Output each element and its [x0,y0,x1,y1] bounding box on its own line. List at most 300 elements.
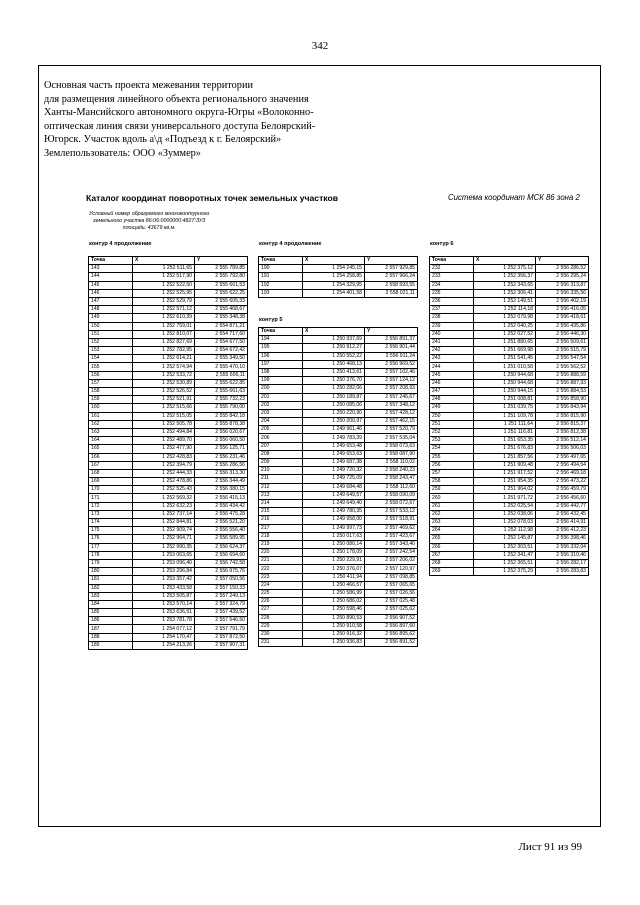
point-number: 216 [259,516,303,524]
y-coordinate: 2 557 966,24 [365,273,418,281]
y-coordinate: 2 556 231,46 [195,453,248,461]
x-coordinate: 1 252 078,03 [474,519,536,527]
table-row [430,404,589,412]
point-number: 195 [259,344,303,352]
point-number: 199 [259,377,303,385]
y-coordinate: 2 556 812,38 [536,428,589,436]
point-number: 189 [89,641,133,649]
y-coordinate: 2 556 313,30 [195,469,248,477]
point-number: 236 [430,297,474,305]
x-coordinate: 1 252 529,79 [133,297,195,305]
catalog-title: Каталог координат поворотных точек земельных участков [86,193,338,203]
x-coordinate: 1 252 112,98 [474,527,536,535]
y-coordinate: 2 557 102,46 [365,368,418,376]
table-row [89,469,248,477]
point-number: 191 [259,273,303,281]
table-row [259,344,418,352]
point-number: 147 [89,297,133,305]
coordinate-table [258,327,418,647]
point-number: 261 [430,502,474,510]
column-header: Y [365,257,418,265]
x-coordinate: 1 252 444,33 [133,469,195,477]
x-coordinate: 1 250 586,99 [303,590,365,598]
point-number: 235 [430,289,474,297]
point-number: 265 [430,535,474,543]
y-coordinate: 2 556 891,52 [365,639,418,647]
y-coordinate: 2 556 432,45 [536,510,589,518]
point-number: 267 [430,551,474,559]
point-number: 218 [259,532,303,540]
point-number: 207 [259,442,303,450]
table-row [89,461,248,469]
table-row [89,330,248,338]
x-coordinate: 1 252 610,39 [133,314,195,322]
coordinate-table [258,256,418,298]
x-coordinate: 1 251 541,45 [474,355,536,363]
table-row [89,609,248,617]
y-coordinate: 2 557 423,67 [365,532,418,540]
table-row [89,625,248,633]
y-coordinate: 2 556 310,46 [536,551,589,559]
point-number: 257 [430,469,474,477]
y-coordinate: 2 556 887,93 [536,379,589,387]
point-number: 165 [89,445,133,453]
y-coordinate: 2 555 732,23 [195,396,248,404]
x-coordinate: 1 250 944,68 [474,379,536,387]
point-number: 172 [89,502,133,510]
x-coordinate: 1 252 489,70 [133,437,195,445]
y-coordinate: 2 556 895,62 [365,630,418,638]
table-row [430,519,589,527]
point-number: 211 [259,475,303,483]
table-row [259,499,418,507]
x-coordinate: 1 253 781,78 [133,617,195,625]
x-coordinate: 1 252 038,06 [474,510,536,518]
table-row [89,420,248,428]
table-row [259,459,418,467]
column-header: Y [536,257,589,265]
x-coordinate: 1 252 375,12 [474,265,536,273]
point-number: 143 [89,265,133,273]
x-coordinate: 1 249 653,63 [303,450,365,458]
point-number: 215 [259,508,303,516]
y-coordinate: 2 556 456,60 [536,494,589,502]
y-coordinate: 2 557 150,33 [195,584,248,592]
y-coordinate: 2 557 520,79 [365,426,418,434]
x-coordinate: 1 252 964,71 [133,535,195,543]
point-number: 213 [259,491,303,499]
table-row [430,453,589,461]
point-number: 157 [89,379,133,387]
y-coordinate: 2 557 535,04 [365,434,418,442]
y-coordinate: 2 556 412,23 [536,527,589,535]
x-coordinate: 1 251 669,98 [474,347,536,355]
x-coordinate: 1 250 229,91 [303,557,365,565]
point-number: 151 [89,330,133,338]
x-coordinate: 1 249 684,48 [303,483,365,491]
x-coordinate: 1 250 376,70 [303,377,365,385]
x-coordinate: 1 250 944,15 [474,388,536,396]
table-row [259,409,418,417]
point-number: 154 [89,355,133,363]
x-coordinate: 1 253 357,42 [133,576,195,584]
table-row [259,336,418,344]
x-coordinate: 1 250 413,61 [303,368,365,376]
table-row [259,532,418,540]
y-coordinate: 2 558 072,67 [365,499,418,507]
x-coordinate: 1 250 890,53 [303,614,365,622]
x-coordinate: 1 249 649,40 [303,499,365,507]
y-coordinate: 2 556 414,91 [536,519,589,527]
point-number: 220 [259,549,303,557]
table-row [430,388,589,396]
point-number: 240 [430,330,474,338]
y-coordinate: 2 556 286,52 [536,265,589,273]
point-number: 200 [259,385,303,393]
point-number: 160 [89,404,133,412]
point-number: 169 [89,478,133,486]
table-row [89,404,248,412]
y-coordinate: 2 555 606,11 [195,371,248,379]
y-coordinate: 2 557 249,13 [195,592,248,600]
point-number: 193 [259,289,303,297]
table-row [430,273,589,281]
table-row [259,639,418,647]
point-number: 190 [259,265,303,273]
x-coordinate: 1 252 909,74 [133,527,195,535]
x-coordinate: 1 249 783,39 [303,434,365,442]
y-coordinate: 2 558 112,60 [365,483,418,491]
x-coordinate: 1 252 517,90 [133,273,195,281]
y-coordinate: 2 555 792,80 [195,273,248,281]
point-number: 209 [259,459,303,467]
x-coordinate: 1 252 343,65 [474,281,536,289]
point-number: 188 [89,633,133,641]
table-row [259,434,418,442]
x-coordinate: 1 250 686,02 [303,598,365,606]
y-coordinate: 2 555 468,67 [195,306,248,314]
table-row [89,396,248,404]
point-number: 164 [89,437,133,445]
table-row [259,549,418,557]
y-coordinate: 2 556 509,61 [536,338,589,346]
table-row [259,401,418,409]
y-coordinate: 2 556 858,90 [536,396,589,404]
table-row [89,388,248,396]
table-row [89,502,248,510]
y-coordinate: 2 556 473,22 [536,478,589,486]
point-number: 148 [89,306,133,314]
table-row [430,412,589,420]
table-row [259,368,418,376]
point-number: 241 [430,338,474,346]
x-coordinate: 1 252 375,29 [474,568,536,576]
plot-info-line: площадь: 43679 кв.м. [122,225,176,232]
table-row [89,297,248,305]
table-row [259,273,418,281]
table-row [430,306,589,314]
table-row [89,412,248,420]
x-coordinate: 1 249 649,57 [303,491,365,499]
y-coordinate: 2 556 446,30 [536,330,589,338]
x-coordinate: 1 252 827,69 [133,338,195,346]
y-coordinate: 2 554 677,50 [195,338,248,346]
point-number: 252 [430,428,474,436]
table-row [430,355,589,363]
x-coordinate: 1 251 039,75 [474,404,536,412]
table-row [89,633,248,641]
x-coordinate: 1 252 574,94 [133,363,195,371]
table-row [430,396,589,404]
y-coordinate: 2 556 888,59 [536,371,589,379]
header-line: Землепользователь: ООО «Зуммер» [44,147,201,159]
y-coordinate: 2 556 295,24 [536,273,589,281]
point-number: 258 [430,478,474,486]
table-row [259,281,418,289]
table-row [89,338,248,346]
x-coordinate: 1 249 780,35 [303,508,365,516]
y-coordinate: 2 556 815,90 [536,412,589,420]
table-row [89,355,248,363]
y-coordinate: 2 554 672,42 [195,347,248,355]
x-coordinate: 1 252 505,78 [133,420,195,428]
x-coordinate: 1 252 521,91 [133,396,195,404]
column-header: Y [365,328,418,336]
y-coordinate: 2 555 622,85 [195,379,248,387]
x-coordinate: 1 249 720,32 [303,467,365,475]
y-coordinate: 2 556 283,83 [536,568,589,576]
point-number: 183 [89,592,133,600]
table-row [89,584,248,592]
point-number: 223 [259,573,303,581]
point-number: 163 [89,428,133,436]
x-coordinate: 1 250 912,27 [303,344,365,352]
y-coordinate: 2 557 065,65 [365,581,418,589]
point-number: 146 [89,289,133,297]
x-coordinate: 1 249 997,73 [303,524,365,532]
y-coordinate: 2 557 324,79 [195,600,248,608]
table-row [89,592,248,600]
y-coordinate: 2 555 842,18 [195,412,248,420]
table-row [89,510,248,518]
x-coordinate: 1 254 329,95 [303,281,365,289]
y-coordinate: 2 556 335,56 [536,289,589,297]
table-row [259,426,418,434]
table-row [430,281,589,289]
y-coordinate: 2 556 506,03 [536,445,589,453]
column-header: Точка [89,257,133,265]
y-coordinate: 2 557 872,50 [195,633,248,641]
point-number: 256 [430,461,474,469]
x-coordinate: 1 250 468,13 [303,360,365,368]
table-row [89,281,248,289]
point-number: 230 [259,630,303,638]
point-number: 248 [430,396,474,404]
point-number: 259 [430,486,474,494]
point-number: 180 [89,568,133,576]
y-coordinate: 2 556 891,37 [365,336,418,344]
y-coordinate: 2 557 026,56 [365,590,418,598]
y-coordinate: 2 556 442,77 [536,502,589,510]
point-number: 229 [259,622,303,630]
point-number: 205 [259,426,303,434]
point-number: 233 [430,273,474,281]
x-coordinate: 1 252 810,07 [133,330,195,338]
x-coordinate: 1 250 944,68 [474,371,536,379]
x-coordinate: 1 252 525,95 [133,289,195,297]
table-row [89,379,248,387]
table-row [89,314,248,322]
y-coordinate: 2 556 282,17 [536,559,589,567]
point-number: 239 [430,322,474,330]
point-number: 158 [89,388,133,396]
table-row [430,445,589,453]
point-number: 149 [89,314,133,322]
y-coordinate: 2 556 125,71 [195,445,248,453]
point-number: 269 [430,568,474,576]
table-row [259,352,418,360]
x-coordinate: 1 252 759,01 [133,322,195,330]
point-number: 228 [259,614,303,622]
table-row [430,289,589,297]
table-row [259,614,418,622]
point-number: 208 [259,450,303,458]
point-number: 246 [430,379,474,387]
table-row [430,543,589,551]
point-number: 260 [430,494,474,502]
x-coordinate: 1 252 477,90 [133,445,195,453]
table-row [89,543,248,551]
x-coordinate: 1 252 737,14 [133,510,195,518]
x-coordinate: 1 252 114,18 [474,306,536,314]
y-coordinate: 2 558 073,63 [365,442,418,450]
table-row [89,273,248,281]
y-coordinate: 2 556 742,58 [195,559,248,567]
table-row [89,306,248,314]
x-coordinate: 1 250 200,97 [303,418,365,426]
y-coordinate: 2 556 286,56 [195,461,248,469]
point-number: 197 [259,360,303,368]
x-coordinate: 1 250 466,57 [303,581,365,589]
y-coordinate: 2 556 843,94 [536,404,589,412]
x-coordinate: 1 253 296,84 [133,568,195,576]
point-number: 201 [259,393,303,401]
y-coordinate: 2 557 050,56 [195,576,248,584]
y-coordinate: 2 555 790,00 [195,404,248,412]
x-coordinate: 1 252 614,21 [133,355,195,363]
y-coordinate: 2 557 439,52 [195,609,248,617]
x-coordinate: 1 252 356,37 [474,273,536,281]
table-row [89,322,248,330]
y-coordinate: 2 557 791,79 [195,625,248,633]
y-coordinate: 2 558 240,23 [365,467,418,475]
header-line: Ханты-Мансийского автономного округа-Югры «Волоконно- [44,107,314,118]
point-number: 171 [89,494,133,502]
x-coordinate: 1 250 598,46 [303,606,365,614]
point-number: 176 [89,535,133,543]
table-row [89,486,248,494]
point-number: 264 [430,527,474,535]
y-coordinate: 2 556 547,54 [536,355,589,363]
x-coordinate: 1 253 063,65 [133,551,195,559]
table-row [89,371,248,379]
table-row [89,445,248,453]
plot-info-line: Условный номер образуемого многоконтурного [89,211,210,217]
x-coordinate: 1 249 958,00 [303,516,365,524]
contour-label: контур 4 продолжение [89,241,152,247]
table-row [259,393,418,401]
x-coordinate: 1 252 990,35 [133,543,195,551]
header-line: Основная часть проекта межевания территории [44,80,253,91]
point-number: 155 [89,363,133,371]
y-coordinate: 2 556 415,13 [195,494,248,502]
table-row [89,363,248,371]
point-number: 145 [89,281,133,289]
x-coordinate: 1 252 306,41 [474,289,536,297]
table-row [89,576,248,584]
table-row [430,494,589,502]
point-number: 175 [89,527,133,535]
x-coordinate: 1 251 676,83 [474,445,536,453]
table-row [430,371,589,379]
y-coordinate: 2 557 348,12 [365,401,418,409]
document-header [44,79,315,160]
table-row [259,442,418,450]
table-row [89,535,248,543]
x-coordinate: 1 252 027,52 [474,330,536,338]
point-number: 268 [430,559,474,567]
y-coordinate: 2 556 694,60 [195,551,248,559]
y-coordinate: 2 558 593,55 [365,281,418,289]
table-row [259,483,418,491]
y-coordinate: 2 556 815,37 [536,420,589,428]
y-coordinate: 2 557 533,12 [365,508,418,516]
point-number: 202 [259,401,303,409]
y-coordinate: 2 556 398,46 [536,535,589,543]
header-line: оптическая линия связи универсального доступа Белоярский- [44,120,316,132]
x-coordinate: 1 252 079,98 [474,314,536,322]
column-header: Y [195,257,248,265]
x-coordinate: 1 252 394,79 [133,461,195,469]
x-coordinate: 1 251 111,64 [474,420,536,428]
table-row [259,524,418,532]
x-coordinate: 1 252 341,47 [474,551,536,559]
table-row [430,568,589,576]
table-row [259,573,418,581]
point-number: 247 [430,388,474,396]
x-coordinate: 1 252 533,72 [133,371,195,379]
x-coordinate: 1 250 916,32 [303,630,365,638]
point-number: 262 [430,510,474,518]
table-row [89,641,248,649]
y-coordinate: 2 556 459,79 [536,486,589,494]
x-coordinate: 1 251 010,58 [474,363,536,371]
y-coordinate: 2 557 343,40 [365,540,418,548]
table-row [430,428,589,436]
point-number: 196 [259,352,303,360]
x-coordinate: 1 250 910,58 [303,622,365,630]
y-coordinate: 2 556 416,05 [536,306,589,314]
point-number: 263 [430,519,474,527]
y-coordinate: 2 557 518,91 [365,516,418,524]
column-header: X [303,328,365,336]
point-number: 253 [430,437,474,445]
y-coordinate: 2 555 348,38 [195,314,248,322]
x-coordinate: 1 250 017,63 [303,532,365,540]
table-row [89,289,248,297]
y-coordinate: 2 558 087,90 [365,450,418,458]
plot-info-line: земельного участка 86:06:0000000:4827:ЗУ3 [93,218,206,225]
